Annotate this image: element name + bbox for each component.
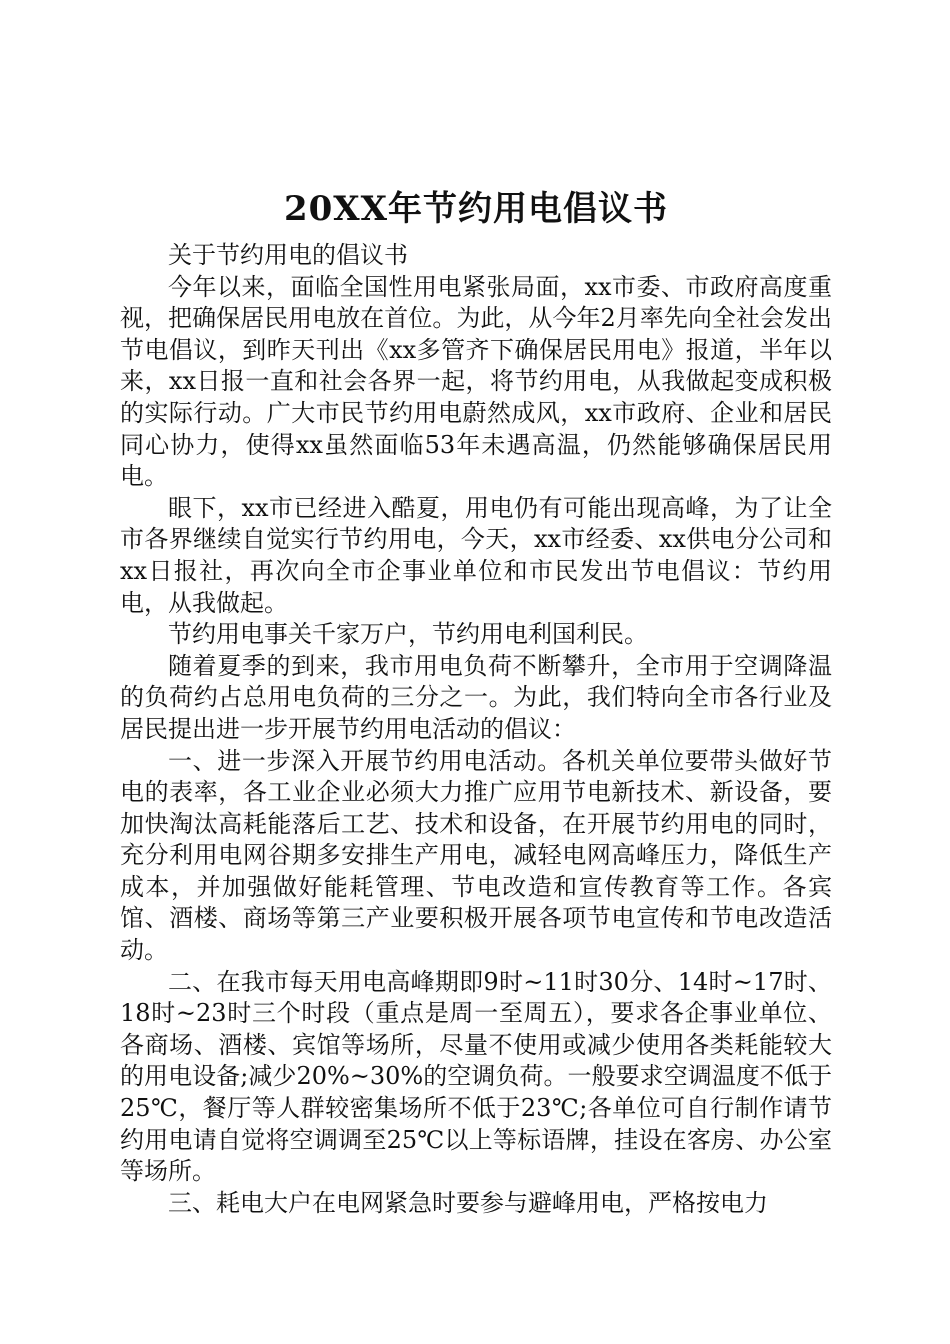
- paragraph-item-3: 三、耗电大户在电网紧急时要参与避峰用电，严格按电力: [168, 1188, 768, 1217]
- paragraph-load: 随着夏季的到来，我市用电负荷不断攀升，全市用于空调降温的负荷约占总用电负荷的三分之一。为此，我们特向全市各行业及居民提出进一步开展节约用电活动的倡议：: [120, 651, 832, 743]
- document-title: 20XX年节约用电倡议书: [283, 189, 669, 229]
- paragraph-item-1: 一、进一步深入开展节约用电活动。各机关单位要带头做好节电的表率，各工业企业必须大力推广应用节电新技术、新设备，要加快淘汰高耗能落后工艺、技术和设备，在开展节约用电的同时，充分利用电网谷期多安排生产用电，减轻电网高峰压力，降低生产成本，并加强做好能耗管理、节电改造和宣传教育等工作。各宾馆、酒楼、商场等第三产业要积极开展各项节电宣传和节电改造活动。: [120, 746, 832, 965]
- paragraph-subtitle: 关于节约用电的倡议书: [168, 241, 408, 269]
- paragraph-slogan: 节约用电事关千家万户，节约用电利国利民。: [168, 620, 648, 649]
- document-page: [120, 182, 832, 1219]
- paragraph-summer: 眼下，xx市已经进入酷夏，用电仍有可能出现高峰，为了让全市各界继续自觉实行节约用电，今天，xx市经委、xx供电分公司和xx日报社，再次向全市企事业单位和市民发出节电倡议：节约用电，从我做起。: [120, 493, 832, 617]
- paragraph-intro: 今年以来，面临全国性用电紧张局面，xx市委、市政府高度重视，把确保居民用电放在首位。为此，从今年2月率先向全社会发出节电倡议，到昨天刊出《xx多管齐下确保居民用电》报道，半年以来，xx日报一直和社会各界一起，将节约用电，从我做起变成积极的实际行动。广大市民节约用电蔚然成风，xx市政府、企业和居民同心协力，使得xx虽然面临53年未遇高温，仍然能够确保居民用电。: [120, 272, 832, 491]
- paragraph-item-2: 二、在我市每天用电高峰期即9时~11时30分、14时~17时、18时~23时三个时段（重点是周一至周五），要求各企事业单位、各商场、酒楼、宾馆等场所，尽量不使用或减少使用各类耗能较大的用电设备;减少20%~30%的空调负荷。一般要求空调温度不低于25℃，餐厅等人群较密集场所不低于23℃;各单位可自行制作请节约用电请自觉将空调调至25℃以上等标语牌，挂设在客房、办公室等场所。: [120, 967, 832, 1186]
